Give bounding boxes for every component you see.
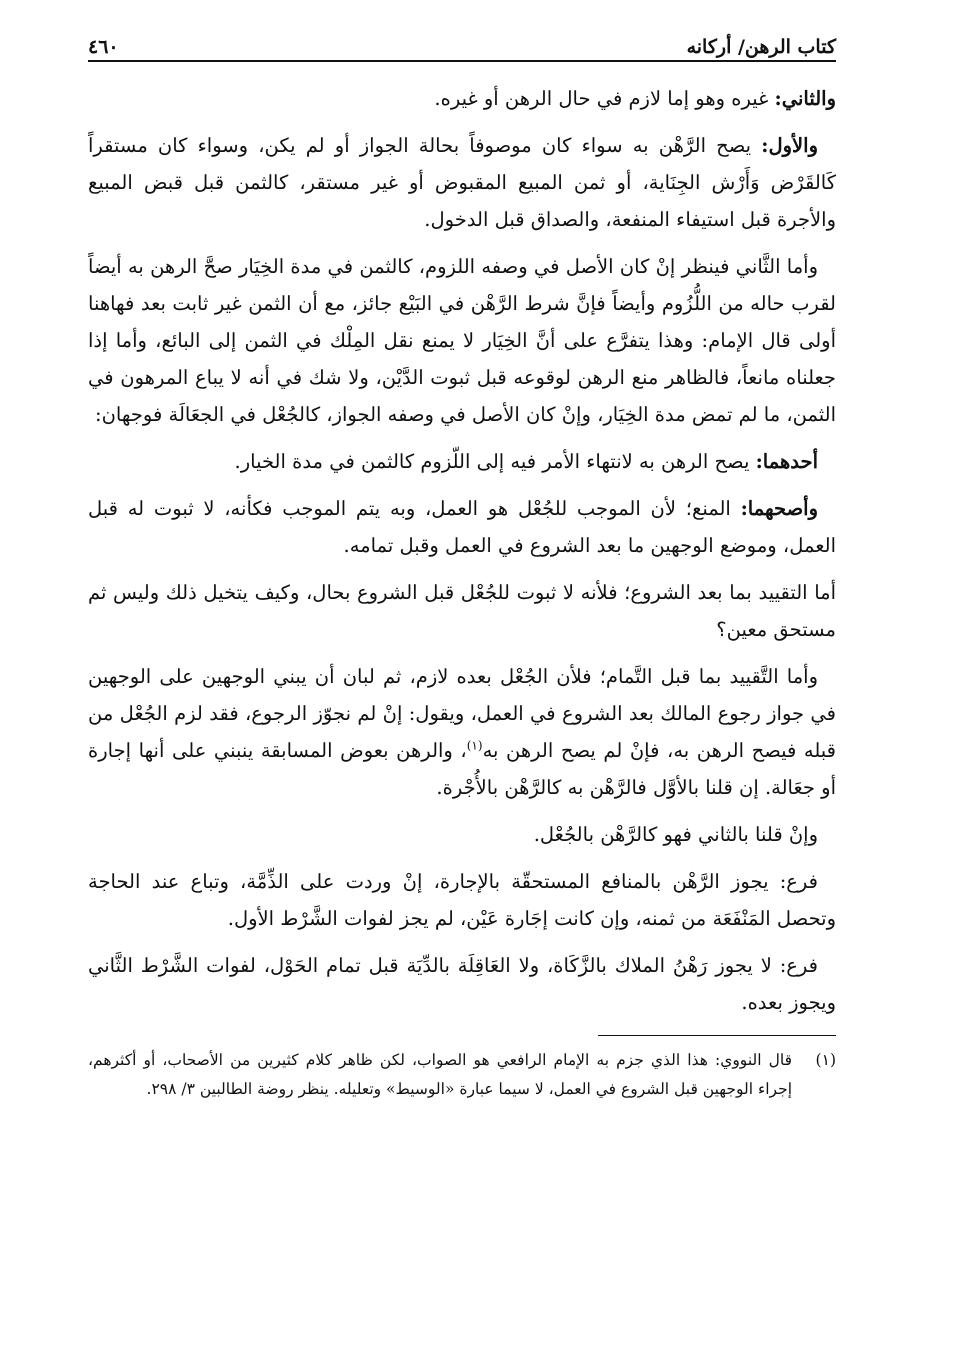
paragraph xyxy=(88,248,836,433)
footnote-separator xyxy=(598,1035,836,1036)
footnote-text: قال النووي: هذا الذي جزم به الإمام الرافعي هو الصواب، لكن ظاهر كلام كثيرين من الأصحاب، أو أكثرهم، إجراء الوجهين قبل الشروع في العمل، لا سيما عبارة «الوسيط» وتعليله. ينظر روضة الطالبين ٣/ ٢٩٨. xyxy=(88,1051,792,1098)
main-text xyxy=(88,80,836,1021)
paragraph xyxy=(88,80,836,117)
paragraph xyxy=(88,947,836,1021)
footnote-number: (١) xyxy=(815,1051,836,1069)
paragraph-text: المنع؛ لأن الموجب للجُعْل هو العمل، وبه يتم الموجب فكأنه، لا ثبوت له قبل العمل، وموضع الوجهين ما بعد الشروع في العمل وقبل تمامه. xyxy=(88,497,836,557)
paragraph-lead: والأول: xyxy=(761,134,818,157)
paragraph xyxy=(88,863,836,937)
paragraph-lead: أحدهما: xyxy=(755,450,818,473)
paragraph-text: يصح الرهن به لانتهاء الأمر فيه إلى اللّزوم كالثمن في مدة الخيار. xyxy=(234,450,756,473)
footnote xyxy=(88,1046,836,1104)
paragraph-lead: وأصحهما: xyxy=(740,497,818,520)
document-page xyxy=(88,22,836,1104)
paragraph-text: وإنْ قلنا بالثاني فهو كالرَّهْن بالجُعْل. xyxy=(533,823,818,846)
paragraph-text-tail: ، والرهن بعوض المسابقة ينبني على أنها إجارة أو جعَالة. إن قلنا بالأوَّل فالرَّهْن به كالرَّهْن بالأُجْرة. xyxy=(88,739,836,799)
paragraph-text: فرع: يجوز الرَّهْن بالمنافع المستحقّة بالإجارة، إنْ وردت على الذِّمَّة، وتباع عند الحاجة وتحصل المَنْفَعَة من ثمنه، وإن كانت إجَارة عَيْن، لم يجز لفوات الشَّرْط الأول. xyxy=(88,870,836,930)
paragraph-text: غيره وهو إما لازم في حال الرهن أو غيره. xyxy=(434,87,775,110)
paragraph xyxy=(88,127,836,238)
paragraph xyxy=(88,574,836,648)
page-number: ٤٦٠ xyxy=(88,36,119,58)
paragraph-text: فرع: لا يجوز رَهْنُ الملاك بالزَّكَاة، ولا العَاقِلَة بالدِّيَة قبل تمام الحَوْل، لفوات الشَّرْط الثَّاني ويجوز بعده. xyxy=(88,954,836,1014)
footnote-marker[interactable]: (١) xyxy=(466,738,483,753)
paragraph xyxy=(88,816,836,853)
paragraph xyxy=(88,443,836,480)
paragraph xyxy=(88,658,836,806)
header-rule xyxy=(88,60,836,62)
paragraph-text: يصح الرَّهْن به سواء كان موصوفاً بحالة الجواز أو لم يكن، وسواء كان مستقراً كَالقَرْض وَأَرْش الجِنَاية، أو ثمن المبيع المقبوض أو غير مستقر، كالثمن قبل قبض المبيع والأجرة قبل استيفاء المنفعة، والصداق قبل الدخول. xyxy=(88,134,836,231)
paragraph xyxy=(88,490,836,564)
paragraph-text: وأما التَّقييد بما قبل التَّمام؛ فلأن الجُعْل بعده لازم، ثم لبان أن يبني الوجهين على الوجهين في جواز رجوع المالك بعد الشروع في العمل، ويقول: إنْ لم نجوّز الرجوع، فقد لزم الجُعْل من قبله فيصح الرهن به، فإنْ لم يصح الرهن به xyxy=(88,665,837,762)
paragraph-text: وأما الثَّاني فينظر إنْ كان الأصل في وصفه اللزوم، كالثمن في مدة الخِيَار صحَّ الرهن به أيضاً لقرب حاله من اللُّزُوم وأيضاً فإنَّ شرط الرَّهْن في البَيْع جائز، مع أن الثمن غير ثابت بعد فهاهنا أولى قال الإمام: وهذا يتفرَّع على أنَّ الخِيَار لا يمنع نقل المِلْك في الثمن إلى البائع، وأما إذا جعلناه مانعاً، فالظاهر منع الرهن لوقوعه قبل ثبوت الدَّيْن، ولا شك في أنه لا يباع المرهون في الثمن، ما لم تمض مدة الخِيَار، وإنْ كان الأصل في وصفه الجواز، كالجُعْل في الجعَالَة فوجهان: xyxy=(88,255,836,426)
page-header xyxy=(88,22,836,58)
paragraph-lead: والثاني: xyxy=(774,87,836,110)
paragraph-text: أما التقييد بما بعد الشروع؛ فلأنه لا ثبوت للجُعْل قبل الشروع بحال، وكيف يتخيل ذلك وليس ثم مستحق معين؟ xyxy=(88,581,836,641)
running-title: كتاب الرهن/ أركانه xyxy=(686,36,836,58)
